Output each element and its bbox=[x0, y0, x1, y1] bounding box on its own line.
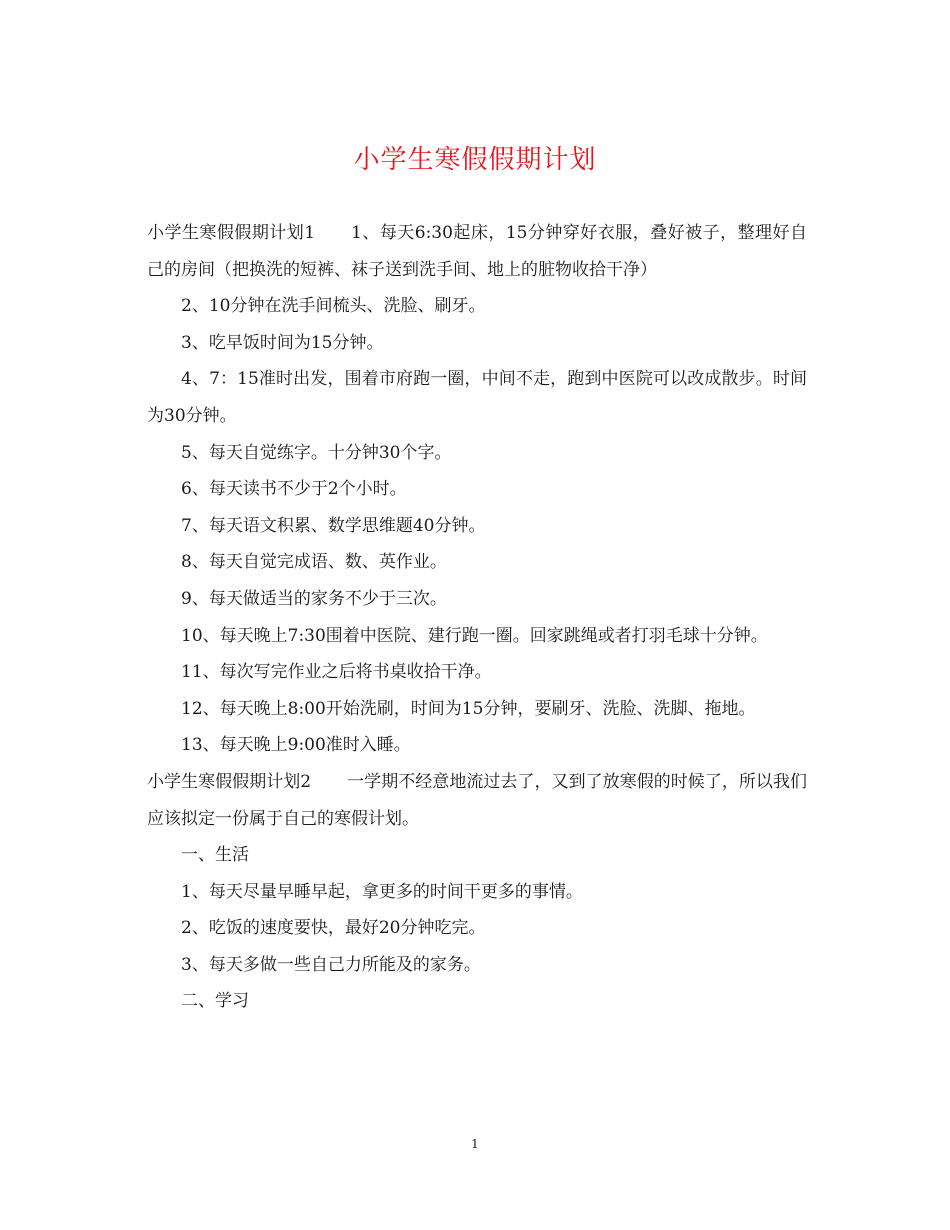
plan1-item-10: 10、每天晚上7:30围着中医院、建行跑一圈。回家跳绳或者打羽毛球十分钟。 bbox=[181, 625, 768, 646]
plan1-item-1: 1、每天6:30起床，15分钟穿好衣服，叠好被子，整理好自己的房间（把换洗的短裤、袜子送到洗手间、地上的脏物收拾干净） bbox=[147, 223, 807, 280]
plan1-first-paragraph bbox=[147, 215, 807, 288]
plan1-item-11: 11、每次写完作业之后将书桌收拾干净。 bbox=[181, 662, 492, 683]
page-number: 1 bbox=[471, 1137, 479, 1151]
plan2-intro: 一学期不经意地流过去了，又到了放寒假的时候了，所以我们应该拟定一份属于自己的寒假计划。 bbox=[147, 771, 807, 829]
plan2-life-item-3: 3、每天多做一些自己力所能及的家务。 bbox=[181, 954, 481, 975]
plan1-item-5: 5、每天自觉练字。十分钟30个字。 bbox=[181, 442, 452, 463]
plan1-item-6: 6、每天读书不少于2个小时。 bbox=[181, 479, 407, 500]
plan2-heading: 小学生寒假假期计划2 bbox=[147, 771, 312, 792]
plan1-heading: 小学生寒假假期计划1 bbox=[147, 223, 316, 243]
document-title: 小学生寒假假期计划 bbox=[353, 145, 597, 175]
plan2-first-paragraph bbox=[147, 764, 807, 837]
plan2-section-study: 二、学习 bbox=[181, 991, 249, 1012]
plan1-item-2: 2、10分钟在洗手间梳头、洗脸、刷牙。 bbox=[181, 296, 486, 317]
plan1-item-13: 13、每天晚上9:00准时入睡。 bbox=[181, 735, 411, 756]
plan1-item-12: 12、每天晚上8:00开始洗刷，时间为15分钟，要刷牙、洗脸、洗脚、拖地。 bbox=[181, 698, 756, 719]
plan1-item-3: 3、吃早饭时间为15分钟。 bbox=[181, 332, 384, 353]
plan2-life-item-1: 1、每天尽量早睡早起，拿更多的时间干更多的事情。 bbox=[181, 881, 583, 902]
plan1-item-4: 4、7：15准时出发，围着市府跑一圈，中间不走，跑到中医院可以改成散步。时间为30分钟。 bbox=[147, 369, 807, 426]
document-body bbox=[147, 215, 807, 1020]
plan1-item-9: 9、每天做适当的家务不少于三次。 bbox=[181, 588, 447, 609]
plan2-life-item-2: 2、吃饭的速度要快，最好20分钟吃完。 bbox=[181, 918, 486, 939]
plan2-section-life: 一、生活 bbox=[181, 845, 249, 866]
plan1-item-8: 8、每天自觉完成语、数、英作业。 bbox=[181, 552, 447, 573]
plan1-item-7: 7、每天语文积累、数学思维题40分钟。 bbox=[181, 515, 486, 536]
